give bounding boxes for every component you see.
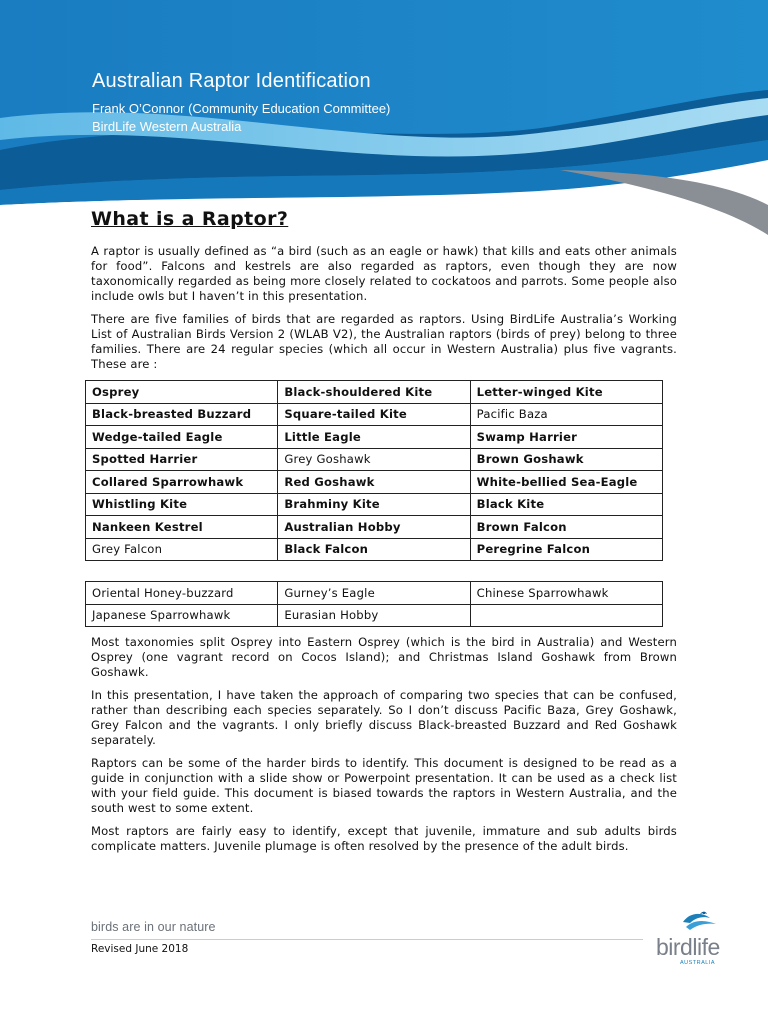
species-cell: Pacific Baza [470, 403, 662, 426]
table-row [86, 448, 663, 471]
intro-paragraph: There are five families of birds that are regarded as raptors. Using BirdLife Australia’s Working List of Australian Birds Version 2 (WLAB V2), the Australian raptors (birds of prey) belong to three families. There are 24 regular species (which all occur in Western Australia) plus five vagrants. These are : [91, 312, 677, 371]
species-cell: Collared Sparrowhawk [86, 471, 278, 494]
species-cell: Nankeen Kestrel [86, 516, 278, 539]
birdlife-logo [652, 908, 742, 972]
footer-tagline: birds are in our nature [91, 920, 216, 934]
table-row [86, 426, 663, 449]
revision-date: Revised June 2018 [91, 943, 189, 955]
document-body [91, 208, 677, 862]
table-row [86, 493, 663, 516]
species-cell: Peregrine Falcon [470, 538, 662, 561]
species-cell: Brahminy Kite [278, 493, 470, 516]
body-paragraph: In this presentation, I have taken the approach of comparing two species that can be confused, rather than describing each species separately. So I don’t discuss Pacific Baza, Grey Goshawk, Grey Falcon and the vagrants. I only briefly discuss Black-breasted Buzzard and Red Goshawk separately. [91, 688, 677, 747]
species-cell: Red Goshawk [278, 471, 470, 494]
table-row [86, 604, 663, 627]
species-cell: Whistling Kite [86, 493, 278, 516]
table-row [86, 471, 663, 494]
table-row [86, 582, 663, 605]
regular-species-table [85, 380, 663, 561]
section-heading: What is a Raptor? [91, 208, 289, 230]
table-row [86, 403, 663, 426]
body-paragraph: Raptors can be some of the harder birds to identify. This document is designed to be read as a guide in conjunction with a slide show or Powerpoint presentation. It can be used as a check list with your field guide. This document is biased towards the raptors in Western Australia, and the south west to some extent. [91, 756, 677, 815]
organisation-line: BirdLife Western Australia [92, 119, 242, 134]
body-paragraph: Most taxonomies split Osprey into Eastern Osprey (which is the bird in Australia) and Western Osprey (one vagrant record on Cocos Island); and Christmas Island Goshawk from Brown Goshawk. [91, 635, 677, 679]
species-cell: Oriental Honey-buzzard [86, 582, 278, 605]
author-line: Frank O’Connor (Community Education Committee) [92, 101, 391, 116]
species-cell: Chinese Sparrowhawk [470, 582, 662, 605]
species-cell: Swamp Harrier [470, 426, 662, 449]
document-title: Australian Raptor Identification [92, 70, 371, 92]
species-cell: Brown Falcon [470, 516, 662, 539]
species-cell: Osprey [86, 381, 278, 404]
table-row [86, 381, 663, 404]
species-cell: Black Kite [470, 493, 662, 516]
footer-divider [91, 939, 643, 940]
species-cell: Black-breasted Buzzard [86, 403, 278, 426]
species-cell: Black-shouldered Kite [278, 381, 470, 404]
table-row [86, 516, 663, 539]
species-cell: Spotted Harrier [86, 448, 278, 471]
species-cell: Black Falcon [278, 538, 470, 561]
logo-subtext: AUSTRALIA [680, 960, 716, 966]
header-banner [0, 0, 768, 235]
species-cell: White-bellied Sea-Eagle [470, 471, 662, 494]
logo-wordmark: birdlife [656, 934, 720, 960]
species-cell: Letter-winged Kite [470, 381, 662, 404]
species-cell: Grey Goshawk [278, 448, 470, 471]
bird-wave-icon [680, 910, 720, 936]
species-cell: Little Eagle [278, 426, 470, 449]
species-cell: Grey Falcon [86, 538, 278, 561]
species-cell [470, 604, 662, 627]
species-cell: Gurney’s Eagle [278, 582, 470, 605]
intro-paragraph: A raptor is usually defined as “a bird (such as an eagle or hawk) that kills and eats other animals for food”. Falcons and kestrels are also regarded as raptors, even though they are now taxonomically regarded as being more closely related to cockatoos and parrots. Some people also include owls but I haven’t in this presentation. [91, 244, 677, 303]
species-cell: Wedge-tailed Eagle [86, 426, 278, 449]
body-paragraph: Most raptors are fairly easy to identify, except that juvenile, immature and sub adults birds complicate matters. Juvenile plumage is often resolved by the presence of the adult birds. [91, 824, 677, 853]
species-cell: Brown Goshawk [470, 448, 662, 471]
species-cell: Japanese Sparrowhawk [86, 604, 278, 627]
species-cell: Australian Hobby [278, 516, 470, 539]
table-row [86, 538, 663, 561]
vagrant-species-table [85, 581, 663, 627]
species-cell: Square-tailed Kite [278, 403, 470, 426]
species-cell: Eurasian Hobby [278, 604, 470, 627]
